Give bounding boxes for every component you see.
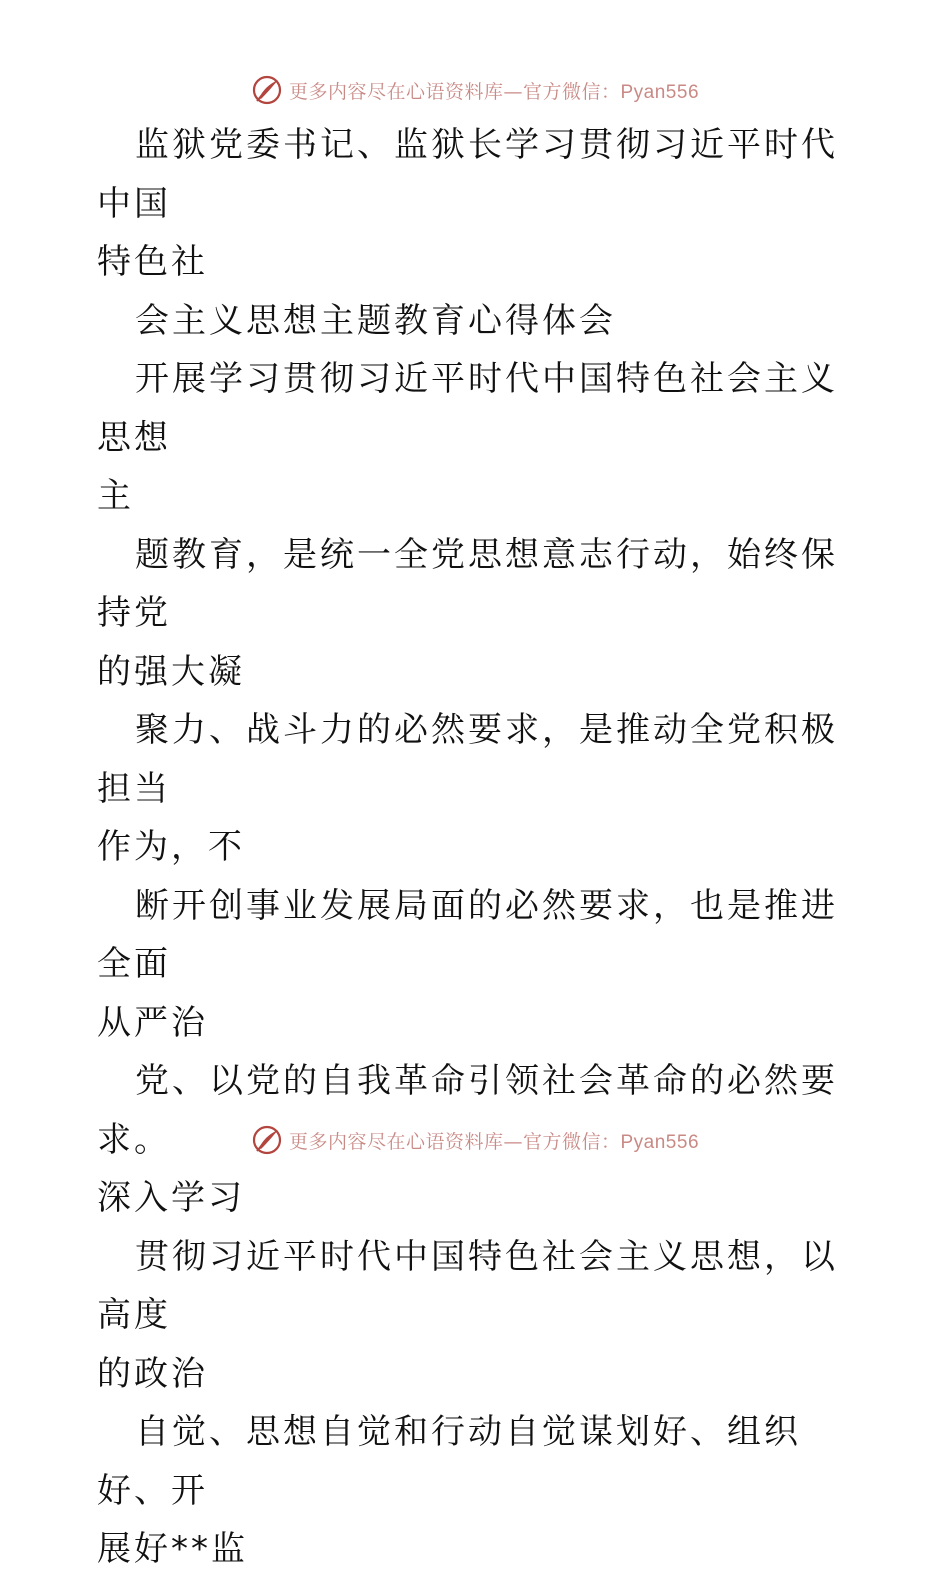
paragraph-line: 监狱党委书记、监狱长学习贯彻习近平时代中国 bbox=[97, 125, 838, 224]
paragraph bbox=[97, 526, 857, 702]
paragraph-line-wrap: 主 bbox=[97, 476, 134, 516]
paragraph-line-wrap: 的强大凝 bbox=[97, 651, 245, 692]
paragraph bbox=[97, 877, 857, 1053]
header-watermark-banner bbox=[0, 70, 950, 110]
paragraph bbox=[97, 350, 857, 526]
paragraph-line-wrap: 从严治 bbox=[97, 1002, 208, 1043]
paragraph-line-wrap: 展好**监 bbox=[97, 1529, 248, 1569]
paragraph-line: 自觉、思想自觉和行动自觉谋划好、组织好、开 bbox=[97, 1412, 801, 1511]
paragraph-line: 会主义思想主题教育心得体会 bbox=[135, 300, 616, 341]
paragraph-line: 党、以党的自我革命引领社会革命的必然要求。 bbox=[97, 1061, 838, 1160]
header-banner-text: 更多内容尽在心语资料库—官方微信：Pyan556 bbox=[288, 80, 700, 103]
paragraph-line: 开展学习贯彻习近平时代中国特色社会主义思想 bbox=[97, 359, 838, 458]
paragraph-line: 题教育，是统一全党思想意志行动，始终保持党 bbox=[97, 534, 838, 633]
document-body bbox=[97, 116, 857, 1579]
paragraph bbox=[97, 292, 857, 351]
paragraph-line-wrap: 作为，不 bbox=[97, 827, 245, 867]
paragraph bbox=[97, 701, 857, 877]
paragraph-line: 贯彻习近平时代中国特色社会主义思想，以高度 bbox=[97, 1236, 838, 1335]
quill-pen-logo-icon bbox=[251, 1124, 283, 1156]
footer-banner-text: 更多内容尽在心语资料库—官方微信：Pyan556 bbox=[288, 1130, 700, 1153]
paragraph-line-wrap: 的政治 bbox=[97, 1353, 208, 1394]
paragraph-line: 断开创事业发展局面的必然要求，也是推进全面 bbox=[97, 885, 838, 984]
paragraph bbox=[97, 1228, 857, 1404]
paragraph-line-wrap: 深入学习 bbox=[97, 1178, 245, 1218]
paragraph bbox=[97, 1403, 857, 1579]
paragraph-line: 聚力、战斗力的必然要求，是推动全党积极担当 bbox=[97, 710, 838, 809]
footer-watermark-banner bbox=[0, 1120, 950, 1160]
paragraph bbox=[97, 116, 857, 292]
paragraph-line-wrap: 特色社 bbox=[97, 242, 208, 282]
quill-pen-logo-icon bbox=[251, 74, 283, 106]
